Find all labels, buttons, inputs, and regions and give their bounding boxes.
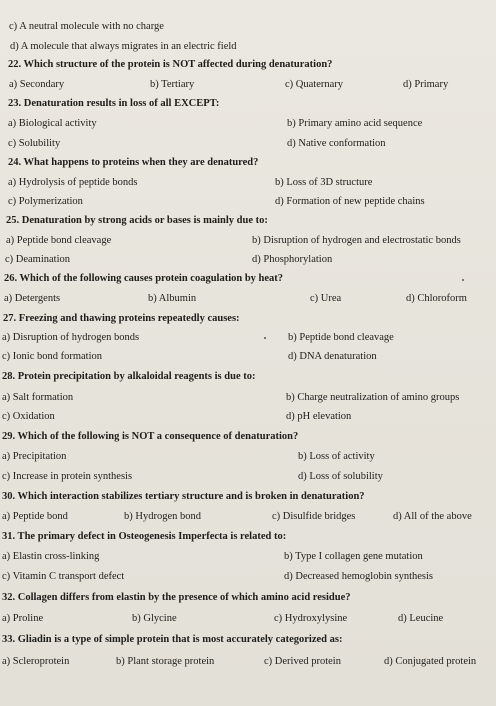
q25-option-c: c) Deamination — [5, 254, 71, 265]
q26-option-a: a) Detergents — [4, 293, 61, 304]
q26-option-c: c) Urea — [310, 293, 342, 304]
q28-option-d: d) pH elevation — [286, 411, 352, 422]
q30-option-a: a) Peptide bond — [2, 511, 68, 522]
q31-option-b: b) Type I collagen gene mutation — [284, 551, 423, 562]
q27-option-d: d) DNA denaturation — [288, 351, 377, 362]
q24-option-c: c) Polymerization — [8, 196, 83, 207]
q22-option-d: d) Primary — [403, 79, 449, 90]
q29-option-a: a) Precipitation — [2, 451, 67, 462]
q24-option-d: d) Formation of new peptide chains — [275, 196, 425, 207]
q24-option-a: a) Hydrolysis of peptide bonds — [8, 177, 138, 188]
q26-option-b: b) Albumin — [148, 293, 197, 304]
q30-option-b: b) Hydrogen bond — [124, 511, 201, 522]
q25-option-b: b) Disruption of hydrogen and electrostatic bonds — [252, 235, 461, 246]
question-33: 33. Gliadin is a type of simple protein that is most accurately categorized as: — [2, 634, 343, 645]
q32-option-a: a) Proline — [2, 613, 44, 624]
q32-option-b: b) Glycine — [132, 613, 177, 624]
question-26: 26. Which of the following causes protein coagulation by heat? — [4, 273, 284, 284]
q27-option-c: c) Ionic bond formation — [2, 351, 103, 362]
q22-option-c: c) Quaternary — [285, 79, 344, 90]
prev-option-c: c) A neutral molecule with no charge — [9, 21, 164, 32]
q23-option-d: d) Native conformation — [287, 138, 386, 149]
q28-option-c: c) Oxidation — [2, 411, 55, 422]
q22-option-a: a) Secondary — [9, 79, 65, 90]
q28-option-b: b) Charge neutralization of amino groups — [286, 392, 460, 403]
question-24: 24. What happens to proteins when they are denatured? — [8, 157, 259, 168]
q29-option-b: b) Loss of activity — [298, 451, 375, 462]
q27-option-b: b) Peptide bond cleavage — [288, 332, 394, 343]
prev-option-d: d) A molecule that always migrates in an electric field — [10, 41, 237, 52]
speck — [264, 337, 266, 339]
speck — [462, 279, 464, 281]
q29-option-d: d) Loss of solubility — [298, 471, 383, 482]
q33-option-b: b) Plant storage protein — [116, 656, 215, 667]
q33-option-d: d) Conjugated protein — [384, 656, 477, 667]
q22-option-b: b) Tertiary — [150, 79, 195, 90]
q32-option-c: c) Hydroxylysine — [274, 613, 348, 624]
q30-option-c: c) Disulfide bridges — [272, 511, 356, 522]
q23-option-b: b) Primary amino acid sequence — [287, 118, 423, 129]
question-23: 23. Denaturation results in loss of all EXCEPT: — [8, 98, 220, 109]
q27-option-a: a) Disruption of hydrogen bonds — [2, 332, 140, 343]
q23-option-a: a) Biological activity — [8, 118, 97, 129]
question-32: 32. Collagen differs from elastin by the presence of which amino acid residue? — [2, 592, 351, 603]
q28-option-a: a) Salt formation — [2, 392, 74, 403]
q23-option-c: c) Solubility — [8, 138, 61, 149]
question-25: 25. Denaturation by strong acids or bases is mainly due to: — [6, 215, 268, 226]
q24-option-b: b) Loss of 3D structure — [275, 177, 373, 188]
q25-option-a: a) Peptide bond cleavage — [6, 235, 112, 246]
q31-option-d: d) Decreased hemoglobin synthesis — [284, 571, 434, 582]
question-28: 28. Protein precipitation by alkaloidal reagents is due to: — [2, 371, 256, 382]
q29-option-c: c) Increase in protein synthesis — [2, 471, 133, 482]
question-29: 29. Which of the following is NOT a consequence of denaturation? — [2, 431, 299, 442]
question-27: 27. Freezing and thawing proteins repeatedly causes: — [3, 313, 240, 324]
q30-option-d: d) All of the above — [393, 511, 472, 522]
q26-option-d: d) Chloroform — [406, 293, 467, 304]
q25-option-d: d) Phosphorylation — [252, 254, 333, 265]
question-22: 22. Which structure of the protein is NOT affected during denaturation? — [8, 59, 333, 70]
question-31: 31. The primary defect in Osteogenesis Imperfecta is related to: — [2, 531, 287, 542]
q33-option-a: a) Scleroprotein — [2, 656, 70, 667]
q32-option-d: d) Leucine — [398, 613, 444, 624]
q31-option-c: c) Vitamin C transport defect — [2, 571, 125, 582]
q33-option-c: c) Derived protein — [264, 656, 341, 667]
question-30: 30. Which interaction stabilizes tertiary structure and is broken in denaturation? — [2, 491, 365, 502]
q31-option-a: a) Elastin cross-linking — [2, 551, 100, 562]
